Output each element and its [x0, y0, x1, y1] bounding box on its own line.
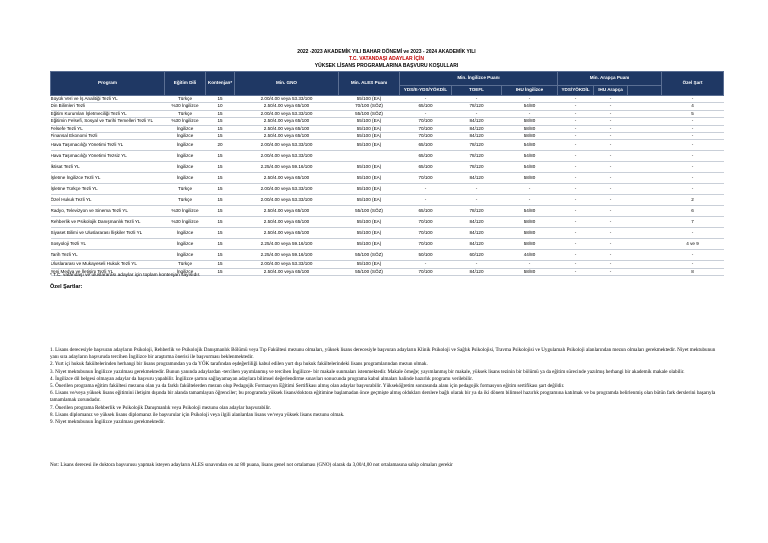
- condition-item: 8. Lisans diplomanız ve yüksek lisans diplomanız ile başvurular için Psikoloji veya ilgili alanlardan lisans ve/veya yüksek lisans mezunu olmak.: [50, 411, 345, 418]
- cell-gpa: 2.00/4.00 veya 53.33/100: [235, 184, 339, 195]
- cell-yds: 50/100: [400, 250, 452, 261]
- cell-empty: [628, 184, 662, 195]
- cell-empty: [628, 250, 662, 261]
- cell-toefl: 84/120: [452, 125, 502, 132]
- cell-empty: [628, 103, 662, 110]
- cell-ar-yds: -: [558, 173, 594, 184]
- cell-special: -: [662, 261, 724, 268]
- cell-ihu-ar: -: [594, 217, 628, 228]
- cell-toefl: 60/120: [452, 250, 502, 261]
- table-row: [51, 228, 724, 239]
- cell-program: Siyaset Bilimi ve Uluslararası İlişkiler Tezli YL: [51, 228, 165, 239]
- table-row: [51, 118, 724, 125]
- cell-special: -: [662, 118, 724, 125]
- cell-ales: 70/100 (SÖZ): [339, 103, 400, 110]
- cell-language: İngilizce: [165, 173, 206, 184]
- cell-ihu-en: -: [502, 195, 558, 206]
- table-row: [51, 125, 724, 132]
- cell-ihu-en: -: [502, 261, 558, 268]
- cell-yds: -: [400, 96, 452, 103]
- cell-toefl: 78/120: [452, 151, 502, 162]
- cell-ihu-en: 58/80: [502, 239, 558, 250]
- cell-ihu-en: 58/80: [502, 125, 558, 132]
- cell-ar-yds: -: [558, 151, 594, 162]
- cell-gpa: 2.00/4.00 veya 53.33/100: [235, 140, 339, 151]
- table-row: [51, 195, 724, 206]
- cell-gpa: 2.50/4.00 veya 65/100: [235, 103, 339, 110]
- document-header: [50, 49, 723, 70]
- cell-ales: 55/100 (EA): [339, 118, 400, 125]
- cell-quota: 20: [206, 140, 235, 151]
- cell-ihu-ar: -: [594, 151, 628, 162]
- col-header-ales: Min. ALES Puanı: [339, 72, 400, 96]
- cell-quota: 10: [206, 103, 235, 110]
- cell-ales: 55/100 (EA): [339, 96, 400, 103]
- cell-yds: 70/100: [400, 118, 452, 125]
- cell-program: Büyük Veri ve İş Analitiği Tezli YL: [51, 96, 165, 103]
- cell-special: -: [662, 173, 724, 184]
- cell-language: İngilizce: [165, 162, 206, 173]
- cell-ihu-ar: -: [594, 250, 628, 261]
- cell-program: Sosyoloji Tezli YL: [51, 239, 165, 250]
- table-row: [51, 110, 724, 117]
- condition-item: 4. İngilizce dil belgesi olmayan adaylar da başvuru yapabilir. İngilizce şartını sağlayamayan adaylara bilimsel değerlendirme sınavları sonucunda programa kabul almaları halinde hazırlık programı verilebilir.: [50, 375, 473, 382]
- condition-item: 3. Niyet mektubunun İngilizce yazılması gerekmektedir. Bunun yanında adaylardan -tercihen yayımlanmış ve tercihen İngilizce- bir makale sunmaları istenmektedir. Makale örneğe; yayımlanmış bir makale, yüksek lisans tezinin bir bölümü ya da eğitim sürecinde yazılmış herhangi bir akademik makale olabilir.: [50, 368, 685, 375]
- cell-ar-yds: -: [558, 133, 594, 140]
- cell-toefl: 84/120: [452, 239, 502, 250]
- table-row: [51, 173, 724, 184]
- cell-empty: [628, 151, 662, 162]
- cell-ihu-en: 44/80: [502, 250, 558, 261]
- col-header-arabic-yds: YDS/YÖKDİL: [558, 86, 594, 96]
- cell-quota: 15: [206, 228, 235, 239]
- cell-gpa: 2.25/4.00 veya 59.16/100: [235, 239, 339, 250]
- cell-gpa: 2.50/4.00 veya 65/100: [235, 217, 339, 228]
- cell-yds: 65/100: [400, 140, 452, 151]
- cell-language: Türkçe: [165, 261, 206, 268]
- cell-language: Türkçe: [165, 195, 206, 206]
- cell-ihu-ar: -: [594, 239, 628, 250]
- cell-special: 4 ve 9: [662, 239, 724, 250]
- cell-special: -: [662, 250, 724, 261]
- cell-language: %30 İngilizce: [165, 206, 206, 217]
- condition-item: 2. Yurt içi hukuk fakültelerinden herhangi bir lisans programından ya da YÖK tarafından eşdeğerliliği kabul edilen yurt dışı hukuk fakültelerindeki lisans programlarından mezun olmak.: [50, 361, 428, 368]
- cell-quota: 15: [206, 250, 235, 261]
- cell-program: Eğitimin Felsefi, Sosyal ve Tarihi Temelleri Tezli YL: [51, 118, 165, 125]
- cell-language: %30 İngilizce: [165, 103, 206, 110]
- cell-ar-yds: -: [558, 228, 594, 239]
- cell-program: İktisat Tezli YL: [51, 162, 165, 173]
- cell-ales: 55/100 (EA): [339, 261, 400, 268]
- cell-special: 8: [662, 268, 724, 275]
- cell-gpa: 2.50/4.00 veya 65/100: [235, 268, 339, 275]
- special-conditions-title: Özel Şartlar:: [50, 284, 83, 290]
- col-header-program: Program: [51, 72, 165, 96]
- cell-toefl: 84/120: [452, 173, 502, 184]
- cell-ihu-ar: -: [594, 173, 628, 184]
- cell-program: Tarih Tezli YL: [51, 250, 165, 261]
- cell-empty: [628, 206, 662, 217]
- cell-yds: 70/100: [400, 173, 452, 184]
- cell-gpa: 2.50/4.00 veya 65/100: [235, 206, 339, 217]
- cell-ihu-ar: -: [594, 96, 628, 103]
- cell-empty: [628, 268, 662, 275]
- cell-yds: 65/100: [400, 151, 452, 162]
- cell-ales: [339, 151, 400, 162]
- cell-gpa: 2.25/4.00 veya 59.16/100: [235, 250, 339, 261]
- program-table-body: [51, 96, 724, 276]
- cell-program: Hava Taşımacılığı Yönetimi Tezli YL: [51, 140, 165, 151]
- cell-toefl: -: [452, 110, 502, 117]
- cell-ihu-en: -: [502, 110, 558, 117]
- cell-language: Türkçe: [165, 96, 206, 103]
- cell-special: 4: [662, 103, 724, 110]
- cell-ar-yds: -: [558, 250, 594, 261]
- cell-ihu-ar: -: [594, 261, 628, 268]
- cell-ihu-en: -: [502, 96, 558, 103]
- cell-yds: 70/100: [400, 239, 452, 250]
- cell-program: Finansal Ekonomi Tezli: [51, 133, 165, 140]
- cell-toefl: -: [452, 96, 502, 103]
- table-row: [51, 217, 724, 228]
- cell-ihu-en: 54/80: [502, 206, 558, 217]
- table-row: [51, 133, 724, 140]
- col-header-ihu-english: IHU İngilizce: [502, 86, 558, 96]
- cell-toefl: -: [452, 261, 502, 268]
- cell-ihu-ar: -: [594, 110, 628, 117]
- cell-empty: [628, 133, 662, 140]
- table-row: [51, 261, 724, 268]
- cell-empty: [628, 173, 662, 184]
- cell-yds: 70/100: [400, 268, 452, 275]
- cell-yds: 70/100: [400, 217, 452, 228]
- cell-gpa: 2.50/4.00 veya 65/100: [235, 228, 339, 239]
- cell-ar-yds: -: [558, 184, 594, 195]
- cell-program: Özel Hukuk Tezli YL: [51, 195, 165, 206]
- cell-yds: 65/100: [400, 103, 452, 110]
- col-header-blank: [628, 86, 662, 96]
- cell-ales: 55/100 (EA): [339, 228, 400, 239]
- condition-item: 6. Lisans ve/veya yüksek lisans eğitimini iletişim dışında bir alanda tamamlayan öğrenciler; bu programda yüksek lisans/doktora eğitimine başlamadan önce geçmişte almış oldukları derslere bağlı olarak bir ya da iki dönem bilimsel hazırlık programına katılmak ve bu programda belirlenmiş olan bütün fark derslerini başarıyla tamamlamak zorundadır.: [50, 390, 716, 404]
- cell-empty: [628, 110, 662, 117]
- cell-special: 7: [662, 217, 724, 228]
- cell-language: İngilizce: [165, 151, 206, 162]
- col-header-toefl: TOEFL: [452, 86, 502, 96]
- cell-empty: [628, 162, 662, 173]
- cell-toefl: 84/120: [452, 217, 502, 228]
- cell-ihu-en: 58/80: [502, 228, 558, 239]
- col-header-arabic-group: Min. Arapça Puanı: [558, 72, 662, 86]
- cell-quota: 15: [206, 162, 235, 173]
- table-row: [51, 140, 724, 151]
- cell-ales: 55/100 (SÖZ): [339, 110, 400, 117]
- cell-language: İngilizce: [165, 125, 206, 132]
- cell-ales: 55/100 (SÖZ): [339, 250, 400, 261]
- cell-ihu-ar: -: [594, 206, 628, 217]
- cell-language: Türkçe: [165, 110, 206, 117]
- cell-yds: -: [400, 110, 452, 117]
- cell-ales: 55/100 (EA): [339, 173, 400, 184]
- cell-toefl: -: [452, 184, 502, 195]
- cell-quota: 15: [206, 206, 235, 217]
- cell-program: Hava Taşımacılığı Yönetimi Tezsiz YL: [51, 151, 165, 162]
- cell-quota: 15: [206, 184, 235, 195]
- cell-ar-yds: -: [558, 110, 594, 117]
- cell-ales: 55/100 (SÖZ): [339, 268, 400, 275]
- cell-ar-yds: -: [558, 118, 594, 125]
- cell-ihu-ar: -: [594, 103, 628, 110]
- cell-quota: 15: [206, 96, 235, 103]
- cell-language: Türkçe: [165, 184, 206, 195]
- cell-program: Din Bilimleri Tezli: [51, 103, 165, 110]
- cell-ales: 55/100 (EA): [339, 162, 400, 173]
- cell-language: İngilizce: [165, 140, 206, 151]
- cell-toefl: 84/120: [452, 133, 502, 140]
- cell-ihu-en: 58/80: [502, 118, 558, 125]
- cell-toefl: -: [452, 195, 502, 206]
- cell-special: -: [662, 151, 724, 162]
- cell-empty: [628, 118, 662, 125]
- cell-empty: [628, 96, 662, 103]
- cell-ales: 55/100 (EA): [339, 140, 400, 151]
- col-header-quota: Kontenjan*: [206, 72, 235, 96]
- cell-quota: 15: [206, 118, 235, 125]
- cell-yds: 70/100: [400, 125, 452, 132]
- cell-ihu-ar: -: [594, 125, 628, 132]
- cell-ihu-en: 54/80: [502, 140, 558, 151]
- cell-program: Felsefe Tezli YL: [51, 125, 165, 132]
- header-title: YÜKSEK LİSANS PROGRAMLARINA BAŞVURU KOŞULLARI: [314, 63, 459, 69]
- cell-empty: [628, 239, 662, 250]
- cell-program: İşletme Türkçe Tezli YL: [51, 184, 165, 195]
- cell-ihu-en: 54/80: [502, 103, 558, 110]
- cell-ihu-en: -: [502, 184, 558, 195]
- cell-ar-yds: -: [558, 261, 594, 268]
- cell-toefl: 78/120: [452, 103, 502, 110]
- cell-ar-yds: -: [558, 103, 594, 110]
- cell-quota: 15: [206, 239, 235, 250]
- cell-quota: 15: [206, 151, 235, 162]
- cell-ihu-en: 58/80: [502, 268, 558, 275]
- cell-empty: [628, 140, 662, 151]
- table-row: [51, 206, 724, 217]
- cell-ihu-en: 58/80: [502, 217, 558, 228]
- cell-gpa: 2.50/4.00 veya 65/100: [235, 125, 339, 132]
- cell-ihu-en: 54/80: [502, 162, 558, 173]
- cell-yds: 65/100: [400, 206, 452, 217]
- cell-empty: [628, 261, 662, 268]
- cell-quota: 15: [206, 110, 235, 117]
- table-row: [51, 239, 724, 250]
- col-header-english-group: Min. İngilizce Puanı: [400, 72, 558, 86]
- cell-yds: 65/100: [400, 162, 452, 173]
- cell-ales: 55/100 (EA): [339, 217, 400, 228]
- cell-empty: [628, 195, 662, 206]
- cell-yds: 70/100: [400, 133, 452, 140]
- table-row: [51, 184, 724, 195]
- cell-gpa: 2.00/4.00 veya 53.33/100: [235, 110, 339, 117]
- cell-ar-yds: -: [558, 140, 594, 151]
- header-audience: T.C. VATANDAŞI ADAYLAR İÇİN: [349, 56, 424, 62]
- cell-language: İngilizce: [165, 250, 206, 261]
- cell-ihu-ar: -: [594, 228, 628, 239]
- cell-ales: 55/100 (EA): [339, 239, 400, 250]
- cell-program: Radyo, Televizyon ve Sinema Tezli YL: [51, 206, 165, 217]
- cell-ar-yds: -: [558, 239, 594, 250]
- cell-ihu-ar: -: [594, 268, 628, 275]
- cell-program: İşletme İngilizce Tezli YL: [51, 173, 165, 184]
- cell-toefl: 84/120: [452, 118, 502, 125]
- cell-quota: 15: [206, 173, 235, 184]
- cell-program: Rehberlik ve Psikolojik Danışmanlık Tezli YL: [51, 217, 165, 228]
- cell-language: İngilizce: [165, 133, 206, 140]
- cell-special: -: [662, 125, 724, 132]
- cell-language: İngilizce: [165, 239, 206, 250]
- cell-ihu-ar: -: [594, 195, 628, 206]
- col-header-gpa: Min. GNO: [235, 72, 339, 96]
- condition-item: 9. Niyet mektubunun İngilizce yazılması gerekmektedir.: [50, 419, 165, 426]
- cell-ihu-en: 58/80: [502, 173, 558, 184]
- cell-ar-yds: -: [558, 96, 594, 103]
- cell-program: Uluslararası ve Mukayeseli Hukuk Tezli YL: [51, 261, 165, 268]
- cell-yds: 70/100: [400, 228, 452, 239]
- cell-program: Yeni Medya ve İletişim Tezli YL: [51, 268, 165, 275]
- cell-gpa: 2.50/4.00 veya 65/100: [235, 118, 339, 125]
- cell-language: İngilizce: [165, 268, 206, 275]
- col-header-yds: YDS/E-YDS/YÖKDİL: [400, 86, 452, 96]
- cell-ales: 55/100 (EA): [339, 195, 400, 206]
- cell-quota: 15: [206, 217, 235, 228]
- cell-toefl: 84/120: [452, 268, 502, 275]
- table-row: [51, 151, 724, 162]
- cell-gpa: 2.50/4.00 veya 65/100: [235, 173, 339, 184]
- cell-ihu-ar: -: [594, 118, 628, 125]
- cell-ihu-ar: -: [594, 140, 628, 151]
- cell-empty: [628, 217, 662, 228]
- cell-quota: 15: [206, 125, 235, 132]
- quota-footnote: * T.C. vatandaşı ve uluslararası adaylar için toplam kontenjan sayısıdır.: [50, 273, 201, 278]
- table-row: [51, 96, 724, 103]
- cell-empty: [628, 228, 662, 239]
- cell-gpa: 2.00/4.00 veya 53.33/100: [235, 195, 339, 206]
- cell-language: %30 İngilizce: [165, 118, 206, 125]
- cell-special: 2: [662, 195, 724, 206]
- cell-ihu-en: 58/80: [502, 133, 558, 140]
- cell-special: -: [662, 184, 724, 195]
- cell-special: -: [662, 140, 724, 151]
- cell-ar-yds: -: [558, 268, 594, 275]
- cell-yds: -: [400, 195, 452, 206]
- condition-item: 7. Önerilen programa Rehberlik ve Psikolojik Danışmanlık veya Psikoloji mezunu olan adaylar başvurabilir.: [50, 404, 271, 411]
- cell-ihu-ar: -: [594, 133, 628, 140]
- cell-gpa: 2.25/4.00 veya 59.16/100: [235, 162, 339, 173]
- cell-special: -: [662, 133, 724, 140]
- cell-ihu-ar: -: [594, 162, 628, 173]
- cell-gpa: 2.50/4.00 veya 65/100: [235, 133, 339, 140]
- cell-quota: 15: [206, 268, 235, 275]
- table-row: [51, 103, 724, 110]
- cell-ales: 55/100 (SÖZ): [339, 206, 400, 217]
- cell-special: 5: [662, 110, 724, 117]
- cell-toefl: 84/120: [452, 228, 502, 239]
- cell-ales: 55/100 (EA): [339, 125, 400, 132]
- cell-yds: -: [400, 184, 452, 195]
- col-header-ihu-arabic: IHU Arapça: [594, 86, 628, 96]
- cell-gpa: 2.00/4.00 veya 53.33/100: [235, 261, 339, 268]
- cell-ar-yds: -: [558, 206, 594, 217]
- cell-ales: 55/100 (EA): [339, 184, 400, 195]
- header-academic-year: 2022 -2023 AKADEMİK YILI BAHAR DÖNEMİ ve 2023 - 2024 AKADEMİK YILI: [297, 49, 476, 55]
- cell-ar-yds: -: [558, 162, 594, 173]
- program-table: [50, 71, 724, 276]
- cell-quota: 15: [206, 195, 235, 206]
- condition-item: 5. Önerilen programa eğitim fakültesi mezunu olan ya da farklı fakültelerden mezun olup Pedagojik Formasyon Eğitimi Sertifikası almış olan adaylar başvurabilir. Yükseköğretim sonrasında alanı için pedagojik formasyon eğitim sertifikası şart değildir.: [50, 383, 565, 390]
- cell-yds: -: [400, 261, 452, 268]
- cell-ihu-ar: -: [594, 184, 628, 195]
- cell-gpa: 2.00/4.00 veya 53.33/100: [235, 151, 339, 162]
- cell-ar-yds: -: [558, 217, 594, 228]
- cell-special: -: [662, 228, 724, 239]
- condition-item: 1. Lisans derecesiyle başvuran adayların Psikoloji, Rehberlik ve Psikolojik Danışmanlık Bölümü veya Tıp Fakültesi mezunu olmaları, yüksek lisans derecesiyle başvuran adayların Klinik Psikoloji ve Sağlık Psikolojisi, Travma Psikolojisi ve Uygulamalı Psikoloji alanlarından mezun olmaları gerekmektedir. Niyet mektubunun yanı sıra adayların başvuruda tercihen İngilizce bir araştırma önerisi ile başvurması beklenmektedir.: [50, 347, 716, 361]
- cell-special: 6: [662, 206, 724, 217]
- cell-special: -: [662, 162, 724, 173]
- cell-ales: 55/100 (EA): [339, 133, 400, 140]
- cell-language: %30 İngilizce: [165, 217, 206, 228]
- cell-quota: 15: [206, 261, 235, 268]
- cell-gpa: 2.00/4.00 veya 53.33/100: [235, 96, 339, 103]
- special-conditions-list: [50, 347, 722, 426]
- cell-toefl: 78/120: [452, 140, 502, 151]
- cell-quota: 15: [206, 133, 235, 140]
- cell-special: -: [662, 96, 724, 103]
- doctorate-note: Not: Lisans derecesi ile doktora başvurusu yapmak isteyen adayların ALES sınavından en az 80 puana, lisans genel not ortalaması (GNO) olarak da 3,00/4,00 not ortalamasına sahip olmaları gerekir: [50, 462, 453, 468]
- cell-toefl: 78/120: [452, 162, 502, 173]
- cell-language: İngilizce: [165, 228, 206, 239]
- table-row: [51, 250, 724, 261]
- cell-ihu-en: 54/80: [502, 151, 558, 162]
- cell-ar-yds: -: [558, 125, 594, 132]
- cell-empty: [628, 125, 662, 132]
- cell-ar-yds: -: [558, 195, 594, 206]
- cell-toefl: 78/120: [452, 206, 502, 217]
- cell-program: Eğitim Kurumları İşletmeciliği Tezli YL: [51, 110, 165, 117]
- col-header-special: Özel Şart: [662, 72, 724, 96]
- table-row: [51, 162, 724, 173]
- col-header-language: Eğitim Dili: [165, 72, 206, 96]
